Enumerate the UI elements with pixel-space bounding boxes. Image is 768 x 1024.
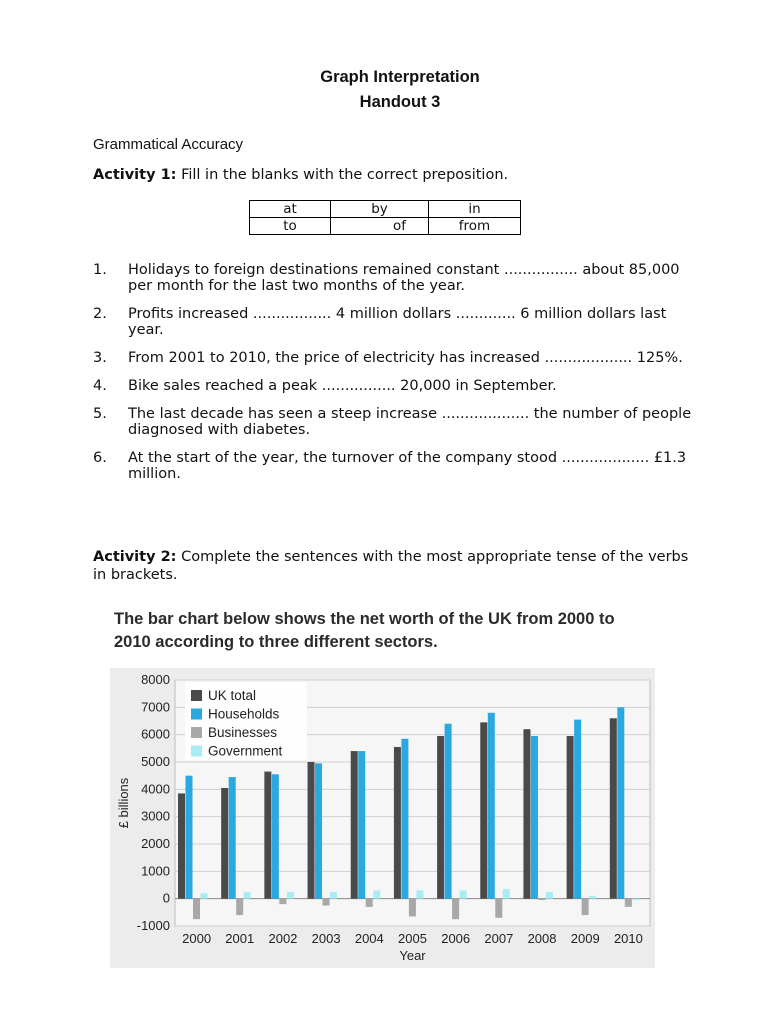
- legend-swatch: [191, 709, 202, 720]
- legend-label: UK total: [208, 688, 257, 703]
- bar-uk-total: [308, 762, 315, 899]
- bar-uk-total: [221, 788, 228, 899]
- x-axis-label: Year: [399, 948, 426, 963]
- activity-2-instruction: [93, 548, 693, 584]
- activity-2-text: Complete the sentences with the most appropriate tense of the verbs in brackets.: [93, 549, 689, 583]
- question-text: From 2001 to 2010, the price of electricity has increased ................... 125%.: [128, 350, 683, 366]
- bar-households: [401, 739, 408, 899]
- bar-chart: [110, 668, 655, 968]
- x-tick-label: 2006: [441, 931, 471, 946]
- bar-households: [229, 777, 236, 899]
- y-tick-label: 2000: [141, 836, 170, 851]
- bar-government: [287, 892, 294, 899]
- bar-uk-total: [264, 772, 271, 899]
- chart-caption: The bar chart below shows the net worth of the UK from 2000 to 2010 according to three different sectors.: [114, 610, 615, 651]
- bar-uk-total: [610, 718, 617, 898]
- question-text: Bike sales reached a peak ................ 20,000 in September.: [128, 378, 557, 394]
- question-item: [93, 378, 703, 394]
- activity-1-text: Fill in the blanks with the correct preposition.: [181, 167, 509, 183]
- bar-government: [244, 892, 251, 899]
- y-tick-label: 8000: [141, 672, 170, 687]
- question-number: 5.: [93, 406, 107, 422]
- bar-government: [503, 889, 510, 899]
- legend-label: Businesses: [208, 725, 278, 740]
- bar-uk-total: [394, 747, 401, 899]
- question-item: [93, 262, 703, 294]
- question-text: At the start of the year, the turnover of the company stood ................... £1.3 million.: [128, 450, 687, 482]
- question-number: 3.: [93, 350, 107, 366]
- y-tick-label: 3000: [141, 808, 170, 824]
- bar-uk-total: [178, 793, 185, 898]
- bar-government: [632, 899, 639, 900]
- y-tick-label: 6000: [141, 726, 170, 742]
- bar-households: [272, 774, 279, 898]
- question-item: [93, 306, 703, 338]
- question-list: [93, 262, 703, 494]
- question-text: The last decade has seen a steep increase ................... the number of people diagnosed with diabetes.: [128, 406, 692, 438]
- y-axis-label: £ billions: [116, 777, 131, 829]
- table-cell: at: [250, 201, 331, 218]
- x-tick-label: 2002: [268, 931, 298, 946]
- bar-businesses: [538, 899, 545, 900]
- bar-households: [488, 713, 495, 899]
- table-cell: to: [250, 218, 331, 235]
- bar-uk-total: [437, 736, 444, 899]
- bar-government: [330, 892, 337, 899]
- bar-households: [315, 763, 322, 898]
- question-number: 4.: [93, 378, 107, 394]
- bar-businesses: [236, 899, 243, 915]
- bar-government: [201, 893, 208, 898]
- table-cell: by: [331, 201, 429, 218]
- bar-government: [416, 890, 423, 898]
- bar-businesses: [495, 899, 502, 918]
- bar-businesses: [452, 899, 459, 920]
- x-tick-label: 2009: [570, 931, 600, 946]
- bar-businesses: [193, 899, 200, 920]
- bar-government: [373, 890, 380, 898]
- question-number: 6.: [93, 450, 107, 466]
- y-tick-label: 5000: [141, 754, 170, 769]
- bar-businesses: [323, 899, 330, 906]
- x-tick-label: 2001: [225, 931, 255, 946]
- bar-businesses: [409, 899, 416, 917]
- table-cell: from: [429, 218, 521, 235]
- legend-label: Households: [208, 706, 280, 722]
- y-tick-label: 7000: [141, 699, 170, 715]
- y-tick-label: -1000: [136, 918, 170, 933]
- legend-swatch: [191, 690, 202, 701]
- bar-government: [460, 890, 467, 898]
- chart-figure: [110, 600, 655, 970]
- bar-households: [358, 751, 365, 899]
- bar-businesses: [279, 899, 286, 904]
- table-cell: in: [429, 201, 521, 218]
- preposition-table: [249, 200, 521, 235]
- bar-businesses: [625, 899, 632, 907]
- activity-1-instruction: [93, 166, 693, 184]
- legend-label: Government: [208, 743, 283, 759]
- y-tick-label: 4000: [141, 781, 170, 797]
- bar-households: [186, 776, 193, 899]
- x-tick-label: 2003: [311, 931, 341, 946]
- bar-uk-total: [567, 736, 574, 899]
- x-tick-label: 2004: [354, 931, 384, 946]
- bar-uk-total: [480, 722, 487, 898]
- bar-households: [445, 724, 452, 899]
- question-number: 2.: [93, 306, 107, 322]
- question-text: Holidays to foreign destinations remained constant ................ about 85,000 per month for the last two months of the year.: [128, 262, 680, 294]
- x-tick-label: 2000: [182, 931, 212, 946]
- section-heading: Grammatical Accuracy: [93, 136, 244, 153]
- question-item: [93, 350, 703, 366]
- bar-uk-total: [523, 729, 530, 898]
- y-tick-label: 1000: [141, 863, 170, 879]
- x-tick-label: 2008: [527, 931, 557, 946]
- question-item: [93, 450, 703, 482]
- x-tick-label: 2007: [484, 931, 514, 946]
- activity-1-label: Activity 1:: [93, 167, 177, 183]
- bar-households: [574, 720, 581, 899]
- y-tick-label: 0: [162, 890, 170, 906]
- bar-businesses: [366, 899, 373, 907]
- bar-businesses: [582, 899, 589, 915]
- page-title: Graph Interpretation: [320, 68, 480, 86]
- legend-swatch: [191, 727, 202, 738]
- bar-households: [617, 707, 624, 898]
- table-row: [250, 201, 521, 218]
- legend-swatch: [191, 746, 202, 757]
- x-tick-label: 2005: [398, 931, 427, 946]
- table-row: [250, 218, 521, 235]
- activity-2-label: Activity 2:: [93, 549, 177, 565]
- bar-uk-total: [351, 751, 358, 899]
- question-text: Profits increased ................. 4 million dollars ............. 6 million dollars last year.: [128, 306, 667, 338]
- question-number: 1.: [93, 262, 107, 278]
- table-cell: of: [331, 218, 429, 235]
- x-tick-label: 2010: [613, 931, 643, 946]
- page-subtitle: Handout 3: [359, 93, 441, 111]
- bar-households: [531, 736, 538, 899]
- bar-government: [589, 896, 596, 899]
- bar-government: [546, 892, 553, 899]
- question-item: [93, 406, 703, 438]
